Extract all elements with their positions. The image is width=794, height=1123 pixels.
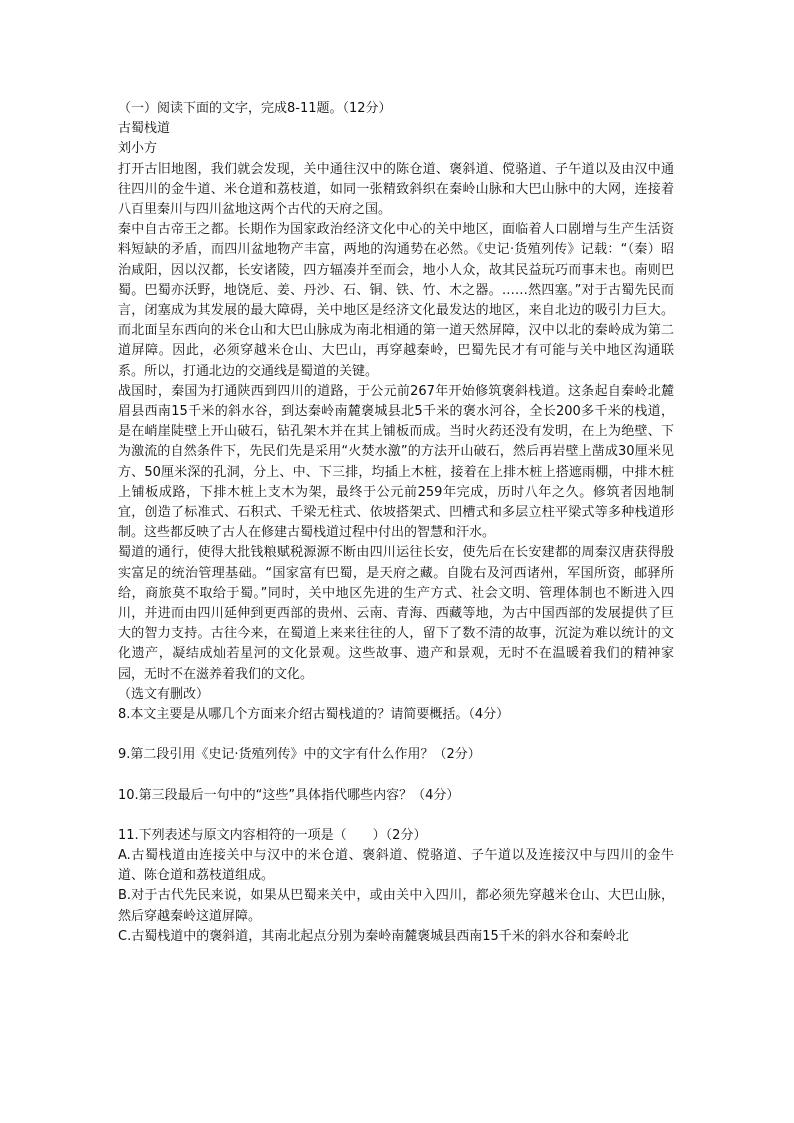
option-c: C.古蜀栈道中的褒斜道，其南北起点分别为秦岭南麓褒城县西南15千米的斜水谷和秦岭北	[118, 928, 629, 944]
article-paragraph-4: 蜀道的通行，使得大批钱粮赋税源源不断由四川运往长安，使先后在长安建都的周秦汉唐获得殷实富足的统治管理基础。“国家富有巴蜀，是天府之藏。自陇右及河西诸州，军国所资，邮驿所给，商旅莫不取给于蜀。”同时，关中地区先进的生产方式、社会文明、管理体制也不断进入四川，并进而由四川延伸到更西部的贵州、云南、青海、西藏等地，为古中国西部的发展提供了巨大的智力支持。古往今来，在蜀道上来来往往的人，留下了数不清的故事，沉淀为难以统计的文化遗产，凝结成灿若星河的文化景观。这些故事、遗产和景观，无时不在温暖着我们的精神家园，无时不在滋养着我们的文化。	[118, 545, 674, 682]
question-11: 11.下列表述与原文内容相符的一项是（ ）（2分）	[118, 827, 427, 843]
question-9: 9.第二段引用《史记·货殖列传》中的文字有什么作用？（2分）	[118, 747, 481, 763]
article-author: 刘小方	[118, 141, 158, 157]
option-b: B.对于古代先民来说，如果从巴蜀来关中，或由关中入四川，都必须先穿越米仓山、大巴山脉，然后穿越秦岭这道屏障。	[118, 888, 674, 924]
option-a: A.古蜀栈道由连接关中与汉中的米仓道、褒斜道、傥骆道、子午道以及连接汉中与四川的金牛道、陈仓道和荔枝道组成。	[118, 847, 674, 884]
article-paragraph-3: 战国时，秦国为打通陕西到四川的道路，于公元前267年开始修筑褒斜栈道。这条起自秦岭北麓眉县西南15千米的斜水谷，到达秦岭南麓褒城县北5千米的褒水河谷，全长200多千米的栈道，是在峭崖陡壁上开山破石，钻孔架木并在其上铺板而成。当时火药还没有发明，在上为绝壁、下为激流的自然条件下，先民们先是采用“火焚水激”的方法开山破石，然后再岩壁上凿成30厘米见方、50厘米深的孔洞，分上、中、下三排，均插上木桩，接着在上排木桩上搭遮雨棚，中排木桩上铺板成路，下排木桩上支木为架，最终于公元前259年完成，历时八年之久。修筑者因地制宜，创造了标准式、石积式、千梁无柱式、依坡搭架式、凹槽式和多层立柱平梁式等多种栈道形制。这些都反映了古人在修建古蜀栈道过程中付出的智慧和汗水。	[118, 383, 674, 541]
document-body	[118, 99, 674, 947]
section-header: （一）阅读下面的文字，完成8-11题。（12分）	[118, 101, 392, 116]
question-10: 10.第三段最后一句中的“这些”具体指代哪些内容？（4分）	[118, 787, 460, 803]
article-paragraph-2: 秦中自古帝王之都。长期作为国家政治经济文化中心的关中地区，面临着人口剧增与生产生活资料短缺的矛盾，而四川盆地物产丰富，两地的沟通势在必然。《史记·货殖列传》记载：“（秦）昭治咸阳，因以汉都，长安诸陵，四方辐凑并至而会，地小人众，故其民益玩巧而事末也。南则巴蜀。巴蜀亦沃野，地饶卮、姜、丹沙、石、铜、铁、竹、木之器。……然四塞。”对于古蜀先民而言，闭塞成为其发展的最大障碍，关中地区是经济文化最发达的地区，来自北边的吸引力巨大。而北面呈东西向的米仓山和大巴山脉成为南北相通的第一道天然屏障，汉中以北的秦岭成为第二道屏障。因此，必须穿越米仓山、大巴山，再穿越秦岭，巴蜀先民才有可能与关中地区沟通联系。所以，打通北边的交通线是蜀道的关键。	[118, 222, 674, 379]
question-8: 8.本文主要是从哪几个方面来介绍古蜀栈道的？请简要概括。（4分）	[118, 707, 510, 723]
article-paragraph-1: 打开古旧地图，我们就会发现，关中通往汉中的陈仓道、褒斜道、傥骆道、子午道以及由汉中通往四川的金牛道、米仓道和荔枝道，如同一张精致斜织在秦岭山脉和大巴山脉中的大网，连接着八百里秦川与四川盆地这两个古代的天府之国。	[118, 161, 674, 218]
source-note: （选文有删改）	[118, 686, 210, 702]
article-title: 古蜀栈道	[118, 121, 171, 137]
